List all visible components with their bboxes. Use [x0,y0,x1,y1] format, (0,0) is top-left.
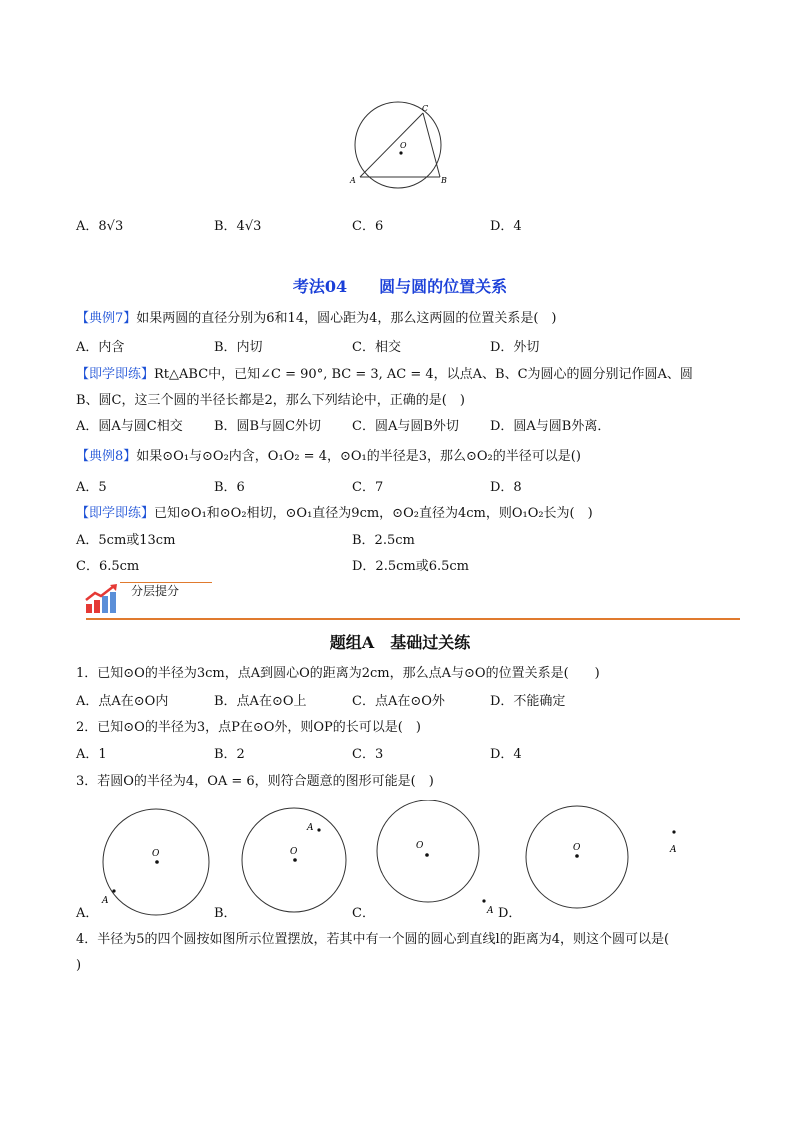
ex8-option-d: D．8 [490,480,522,495]
p2-option-b: B．2.5cm [352,533,415,548]
q3-option-c: C． [352,906,375,921]
q3-figure-b [242,808,346,912]
q3-text: 3．若圆O的半径为4，OA = 6，则符合题意的图形可能是( ) [76,774,434,789]
ex7-option-b: B．内切 [214,340,263,355]
q4-line2: ) [76,958,82,973]
q1-text: 1．已知⊙O的半径为3cm，点A到圆心O的距离为2cm，那么点A与⊙O的位置关系是( ) [76,666,600,681]
ex8-option-b: B．6 [214,480,245,495]
example-7-text: 如果两圆的直径分别为6和14，圆心距为4，那么这两圆的位置关系是( ) [136,311,557,326]
practice-1-line2: B、圆C，这三个圆的半径长都是2，那么下列结论中，正确的是( ) [76,393,465,408]
group-title: 题组A 基础过关练 [329,633,471,652]
circle-outline [355,102,441,188]
q1-option-c: C．点A在⊙O外 [352,694,445,709]
practice-1-line1: Rt△ABC中，已知∠C = 90°, BC = 3, AC = 4，以点A、B、C为圆心的圆分别记作圆A、圆 [154,367,693,382]
p2-option-d: D．2.5cm或6.5cm [352,559,469,574]
ex7-option-c: C．相交 [352,340,401,355]
practice-1 [76,366,693,384]
q3-d-center-dot [575,854,579,858]
example-8-text: 如果⊙O₁与⊙O₂内含，O₁O₂ = 4，⊙O₁的半径是3，那么⊙O₂的半径可以是() [136,449,581,464]
prev-option-a: A．8√3 [76,219,124,234]
p1-option-c: C．圆A与圆B外切 [352,419,459,434]
center-dot [399,151,402,154]
p2-option-a: A．5cm或13cm [76,533,176,548]
banner-thin-rule [120,582,212,583]
p1-option-b: B．圆B与圆C外切 [214,419,322,434]
q2-text: 2．已知⊙O的半径为3，点P在⊙O外，则OP的长可以是( ) [76,720,421,735]
q3-b-point-a [317,828,320,831]
svg-text:A: A [487,906,494,916]
practice-1-tag: 【即学即练】 [76,367,155,382]
q3-b-center-dot [293,858,297,862]
q1-option-d: D．不能确定 [490,694,566,709]
q1-option-b: B．点A在⊙O上 [214,694,307,709]
example-8-tag: 【典例8】 [76,449,137,464]
svg-text:A: A [307,823,314,833]
q4-line1: 4．半径为5的四个圆按如图所示位置摆放，若其中有一个圆的圆心到直线l的距离为4，则这个圆可以是( [76,932,670,947]
practice-2-tag: 【即学即练】 [76,506,155,521]
q3-c-center-dot [425,853,429,857]
q3-option-a: A． [76,906,99,921]
svg-text:O: O [573,843,581,853]
q3-option-d: D． [498,906,522,921]
segment-ac [360,113,423,177]
example-7 [76,310,557,328]
q3-c-point-a [482,899,485,902]
q3-a-point-a [112,889,115,892]
q3-figures [70,800,710,925]
label-b: B [441,176,447,185]
triangle-in-circle-figure [345,100,455,190]
svg-text:O: O [290,847,298,857]
q3-figure-d [526,806,677,908]
practice-2 [76,505,593,523]
ex7-option-d: D．外切 [490,340,540,355]
prev-option-c: C．6 [352,219,384,234]
svg-text:O: O [152,849,160,859]
q1-option-a: A．点A在⊙O内 [76,694,169,709]
banner-label: 分层提分 [131,584,180,598]
svg-text:O: O [416,841,424,851]
q2-option-a: A．1 [76,747,107,762]
section-title: 考法04 圆与圆的位置关系 [292,277,508,296]
prev-option-d: D．4 [490,219,522,234]
q3-figure-a [101,809,209,915]
ex8-option-a: A．5 [76,480,107,495]
prev-option-b: B．4√3 [214,219,262,234]
label-o: O [400,141,407,150]
label-a: A [350,176,356,185]
q2-option-d: D．4 [490,747,522,762]
segment-cb [423,113,440,177]
practice-2-text: 已知⊙O₁和⊙O₂相切，⊙O₁直径为9cm，⊙O₂直径为4cm，则O₁O₂长为( ) [154,506,593,521]
label-c: C [422,104,429,113]
banner-divider [86,618,740,620]
example-8 [76,448,581,466]
svg-text:A: A [102,896,109,906]
svg-text:A: A [670,845,677,855]
q2-option-b: B．2 [214,747,245,762]
q2-option-c: C．3 [352,747,384,762]
q3-option-b: B． [214,906,237,921]
q3-figure-c [377,800,494,916]
example-7-tag: 【典例7】 [76,311,137,326]
chart-up-icon [84,584,120,614]
p1-option-d: D．圆A与圆B外离． [490,419,611,434]
p2-option-c: C．6.5cm [76,559,140,574]
ex7-option-a: A．内含 [76,340,125,355]
ex8-option-c: C．7 [352,480,384,495]
q3-d-point-a [672,830,675,833]
p1-option-a: A．圆A与圆C相交 [76,419,183,434]
q3-a-center-dot [155,860,159,864]
